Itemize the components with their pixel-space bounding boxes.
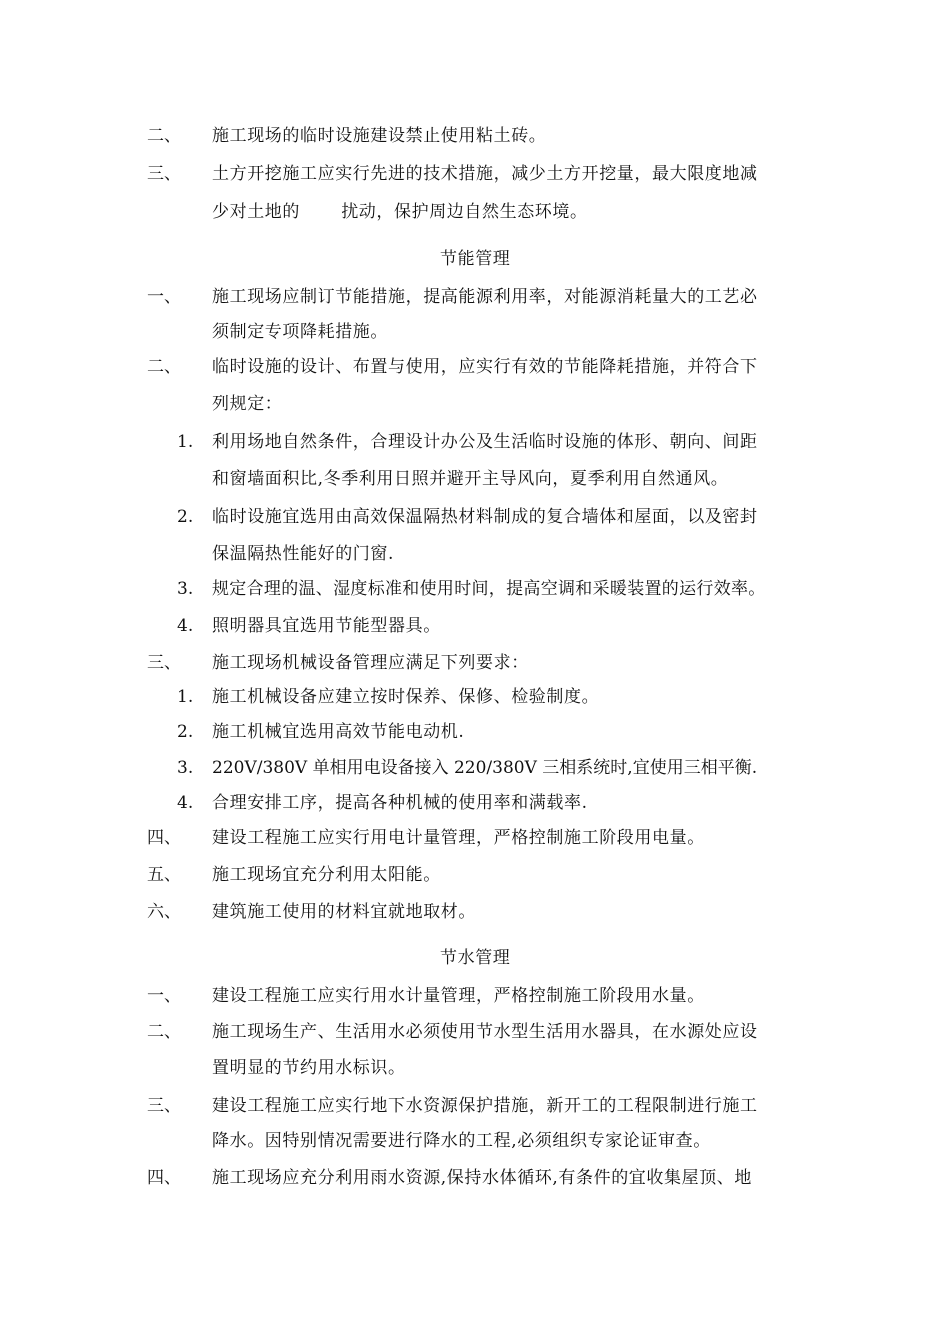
num-11: 三、 [147, 1096, 181, 1116]
text-line: 施工现场宜充分利用太阳能。 [212, 865, 441, 885]
text-line: 建筑施工使用的材料宜就地取材。 [212, 902, 476, 922]
num-6: 四、 [147, 828, 181, 848]
text-line: 临时设施的设计、布置与使用，应实行有效的节能降耗措施，并符合下 [212, 357, 758, 377]
sub-num-4: 4. [177, 616, 194, 636]
text-line: 降水。因特别情况需要进行降水的工程,必须组织专家论证审查。 [212, 1131, 711, 1151]
sub-num-1: 1. [177, 687, 194, 707]
text-line: 利用场地自然条件，合理设计办公及生活临时设施的体形、朝向、间距 [212, 432, 758, 452]
num-5: 三、 [147, 653, 181, 673]
text-line: 保温隔热性能好的门窗. [212, 544, 395, 564]
num-10: 二、 [147, 1022, 181, 1042]
sub-num-4: 4. [177, 793, 194, 813]
text-line: 规定合理的温、湿度标准和使用时间，提高空调和采暖装置的运行效率。 [212, 579, 766, 599]
text-line: 合理安排工序，提高各种机械的使用率和满载率. [212, 793, 588, 813]
section-heading-energy: 节能管理 [440, 249, 511, 269]
text-line: 列规定： [212, 394, 283, 414]
text-line: 施工机械设备应建立按时保养、保修、检验制度。 [212, 687, 600, 707]
text-line: 照明器具宜选用节能型器具。 [212, 616, 441, 636]
num-2: 三、 [147, 164, 181, 184]
text-line: 临时设施宜选用由高效保温隔热材料制成的复合墙体和屋面，以及密封 [212, 507, 758, 527]
text-line: 施工机械宜选用高效节能电动机. [212, 722, 465, 742]
num-8: 六、 [147, 902, 181, 922]
num-4: 二、 [147, 357, 181, 377]
text-line: 须制定专项降耗措施。 [212, 322, 388, 342]
num-9: 一、 [147, 986, 181, 1006]
section-heading-water: 节水管理 [440, 948, 511, 968]
text-line: 建设工程施工应实行用水计量管理，严格控制施工阶段用水量。 [212, 986, 705, 1006]
text-line: 施工现场的临时设施建设禁止使用粘土砖。 [212, 126, 547, 146]
num-12: 四、 [147, 1168, 181, 1188]
text-line: 少对土地的 扰动，保护周边自然生态环境。 [212, 202, 588, 222]
text-line: 和窗墙面积比,冬季利用日照并避开主导风向，夏季利用自然通风。 [212, 469, 729, 489]
sub-num-1: 1. [177, 432, 194, 452]
text-line: 建设工程施工应实行地下水资源保护措施，新开工的工程限制进行施工 [212, 1096, 758, 1116]
num-7: 五、 [147, 865, 181, 885]
sub-num-3: 3. [177, 758, 194, 778]
num-3: 一、 [147, 287, 181, 307]
text-line: 施工现场应充分利用雨水资源,保持水体循环,有条件的宜收集屋顶、地 [212, 1168, 753, 1188]
sub-num-2: 2. [177, 722, 194, 742]
text-line: 建设工程施工应实行用电计量管理，严格控制施工阶段用电量。 [212, 828, 705, 848]
text-line: 施工现场生产、生活用水必须使用节水型生活用水器具，在水源处应设 [212, 1022, 758, 1042]
text-line: 土方开挖施工应实行先进的技术措施，减少土方开挖量，最大限度地减 [212, 164, 758, 184]
sub-num-2: 2. [177, 507, 194, 527]
text-line: 施工现场应制订节能措施，提高能源利用率，对能源消耗量大的工艺必 [212, 287, 758, 307]
num-1: 二、 [147, 126, 181, 146]
text-line: 施工现场机械设备管理应满足下列要求： [212, 653, 529, 673]
text-line: 220V/380V 单相用电设备接入 220/380V 三相系统时,宜使用三相平衡. [212, 758, 758, 778]
text-line: 置明显的节约用水标识。 [212, 1058, 406, 1078]
sub-num-3: 3. [177, 579, 194, 599]
